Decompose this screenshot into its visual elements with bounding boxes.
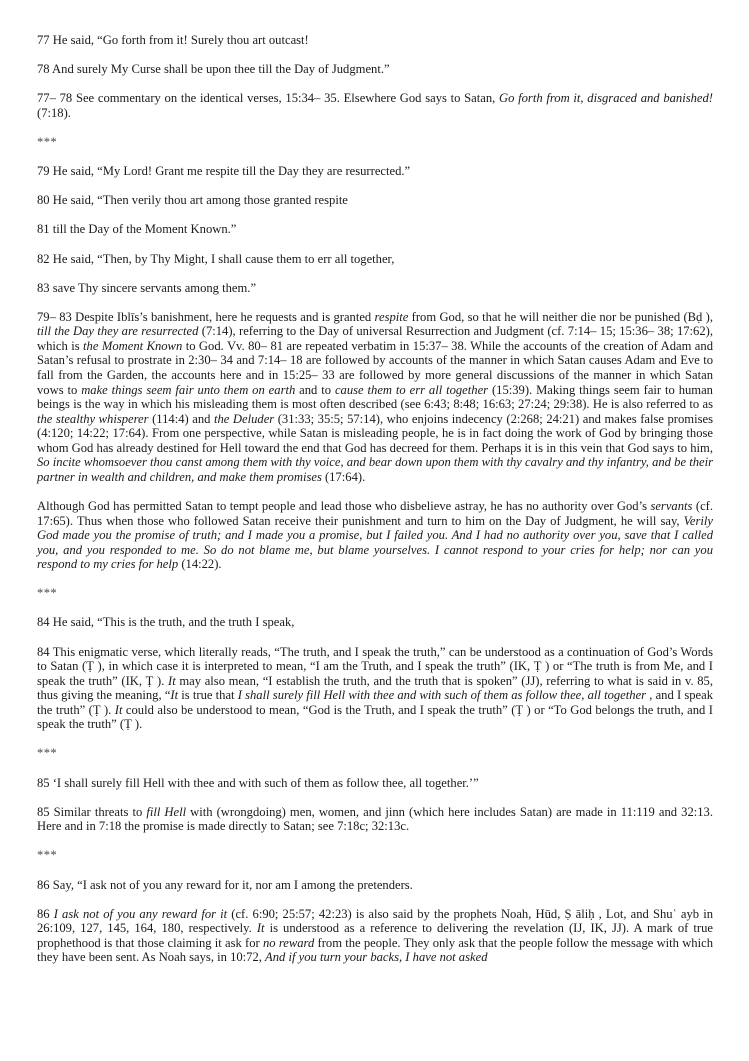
commentary-paragraph: 86 I ask not of you any reward for it (cf. 6:90; 25:57; 42:23) is also said by the prophets Noah, Hūd, Ṣ āliḥ , Lot, and Shuʿ ayb in 26:109, 127, 145, 164, 180, respectively. It is understood as a reference to delivering the revelation (IJ, IK, JJ). A mark of true prophethood is that those claiming it ask for no reward from the people. They only ask that the people follow the message with which they have been sent. As Noah says, in 10:72, And if you turn your backs, I have not asked [37,906,714,965]
verse-line: 80 He said, “Then verily thou art among those granted respite [37,193,348,208]
italic-quotation: It [114,702,123,717]
italic-quotation: make things seem fair unto them on earth [81,382,296,397]
verse-line: 83 save Thy sincere servants among them.” [37,280,257,295]
italic-quotation: no reward [262,935,315,950]
italic-quotation: I ask not of you any reward for it [53,906,228,921]
italic-quotation: the Moment Known [83,338,183,353]
italic-quotation: It [170,688,179,703]
italic-quotation: Go forth from it, disgraced and banished! [499,91,713,106]
italic-quotation: servants [650,498,693,513]
verse-line: 85 ‘I shall surely fill Hell with thee and with such of them as follow thee, all together.’” [37,775,479,790]
italic-quotation: It [256,921,265,936]
italic-quotation: cause them to err all together [334,382,489,397]
italic-quotation: till the Day they are resurrected [37,324,199,339]
text-column [37,33,713,965]
section-separator: *** [37,848,58,863]
italic-quotation: the stealthy whisperer [37,411,149,426]
italic-quotation: respite [374,309,409,324]
italic-quotation: the Deluder [213,411,275,426]
italic-quotation: And if you turn your backs, I have not asked [265,950,488,965]
verse-line: 84 He said, “This is the truth, and the truth I speak, [37,615,295,630]
verse-line: 86 Say, “I ask not of you any reward for it, nor am I among the pretenders. [37,877,413,892]
section-separator: *** [37,586,58,601]
verse-line: 81 till the Day of the Moment Known.” [37,222,237,237]
italic-quotation: Verily God made you the promise of truth; and I made you a promise, but I failed you. And I had no authority over you, save that I called you, and you responded to me. So do not blame me, but blame yourselves. I cannot respond to your cries for help; nor can you respond to my cries for help [37,513,713,572]
italic-quotation: fill Hell [146,804,187,819]
commentary-paragraph: 77– 78 See commentary on the identical verses, 15:34– 35. Elsewhere God says to Satan, Go forth from it, disgraced and banished! (7:18). [37,91,713,120]
commentary-paragraph: 85 Similar threats to fill Hell with (wrongdoing) men, women, and jinn (which here includes Satan) are made in 11:119 and 32:13. Here and in 7:18 the promise is made directly to Satan; see 7:18c; 32:13c. [37,804,713,834]
section-separator: *** [37,746,58,761]
verse-line: 82 He said, “Then, by Thy Might, I shall cause them to err all together, [37,251,395,266]
commentary-paragraph: Although God has permitted Satan to tempt people and lead those who disbelieve astray, he has no authority over God’s servants (cf. 17:65). Thus when those who followed Satan receive their punishment and turn to him on the Day of Judgment, he will say, Verily God made you the promise of truth; and I made you a promise, but I failed you. And I had no authority over you, save that I called you, and you responded to me. So do not blame me, but blame yourselves. I cannot respond to your cries for help; nor can you respond to my cries for help (14:22). [37,498,713,572]
italic-quotation: I shall surely fill Hell with thee and with such of them as follow thee, all together [237,688,647,703]
verse-line: 78 And surely My Curse shall be upon thee till the Day of Judgment.” [37,62,390,77]
verse-line: 77 He said, “Go forth from it! Surely thou art outcast! [37,33,309,47]
section-separator: *** [37,134,58,149]
commentary-paragraph: 84 This enigmatic verse, which literally reads, “The truth, and I speak the truth,” can be understood as a continuation of God’s Words to Satan (Ṭ ), in which case it is interpreted to mean, “I am the Truth, and I speak the truth” (IK, Ṭ ) or “The truth is from Me, and I speak the truth” (IK, Ṭ ). It may also mean, “I establish the truth, and the truth that is spoken” (JJ), referring to what is said in v. 85, thus giving the meaning, “It is true that I shall surely fill Hell with thee and with such of them as follow thee, all together , and I speak the truth” (Ṭ ). It could also be understood to mean, “God is the Truth, and I speak the truth” (Ṭ ) or “To God belongs the truth, and I speak the truth” (Ṭ ). [37,644,714,732]
italic-quotation: It [168,673,176,688]
commentary-paragraph: 79– 83 Despite Iblīs’s banishment, here he requests and is granted respite from God, so that he will neither die nor be punished (Bḍ ), till the Day they are resurrected (7:14), referring to the Day of universal Resurrection and Judgment (cf. 7:14– 15; 15:36– 38; 17:62), which is the Moment Known to God. Vv. 80– 81 are repeated verbatim in 15:37– 38. While the accounts of the creation of Adam and Satan’s refusal to prostrate in 2:30– 34 and 7:14– 18 are followed by accounts of the manner in which Satan causes Adam and Eve to fall from the Garden, the accounts here and in 15:25– 33 are followed by more general discussions of the manner in which Satan vows to make things seem fair unto them on earth and to cause them to err all together (15:39). Making things seem fair to human beings is the way in which his misleading them is most often described (see 6:43; 8:48; 16:63; 27:24; 29:38). He is also referred to as the stealthy whisperer (114:4) and the Deluder (31:33; 35:5; 57:14), who enjoins indecency (2:268; 24:21) and makes false promises (4:120; 14:22; 17:64). From one perspective, while Satan is misleading people, he is in fact doing the work of God by bringing those whom God has already destined for Hell toward the end that God has decreed for them. Perhaps it is in this vein that God says to him, So incite whomsoever thou canst among them with thy voice, and bear down upon them with thy cavalry and thy infantry, and be their partner in wealth and children, and make them promises (17:64). [37,309,713,484]
verse-line: 79 He said, “My Lord! Grant me respite till the Day they are resurrected.” [37,164,411,179]
italic-quotation: So incite whomsoever thou canst among them with thy voice, and bear down upon them with thy cavalry and thy infantry, and be their partner in wealth and children, and make them promises [37,455,713,484]
